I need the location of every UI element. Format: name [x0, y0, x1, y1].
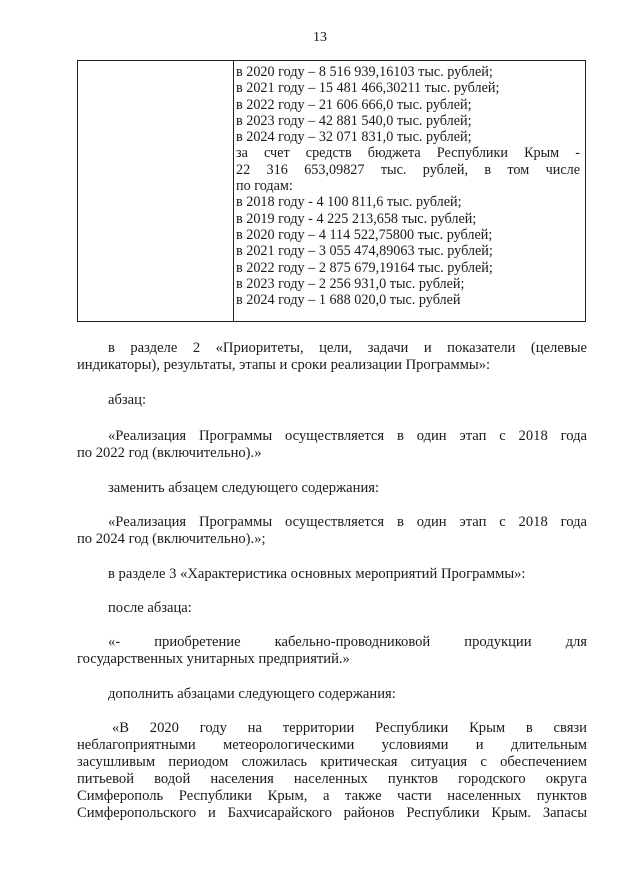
paragraph-line: по 2024 год (включительно).»;	[77, 531, 266, 547]
paragraph-section-3	[108, 566, 525, 583]
table-line: в 2021 году – 15 481 466,30211 тыс. рублей;	[236, 80, 500, 97]
paragraph-line: в разделе 2 «Приоритеты, цели, задачи и показатели (целевые	[108, 340, 587, 356]
table-column-divider	[233, 61, 234, 321]
paragraph-after	[108, 600, 192, 617]
paragraph-line: «- приобретение кабельно-проводниковой продукции для	[108, 634, 587, 650]
quote-cable-products	[108, 634, 587, 651]
paragraph-line: «Реализация Программы осуществляется в один этап с 2018 года	[108, 428, 587, 444]
paragraph-line: неблагоприятными метеорологическими условиями и длительным	[77, 737, 587, 753]
quote-old-term-cont	[77, 445, 262, 462]
table-line: в 2023 году – 42 881 540,0 тыс. рублей;	[236, 112, 472, 129]
table-line: в 2018 году - 4 100 811,6 тыс. рублей;	[236, 194, 462, 211]
paragraph-line: после абзаца:	[108, 600, 192, 616]
table-line: в 2020 году – 4 114 522,75800 тыс. рублей;	[236, 226, 493, 243]
table-line: в 2024 году – 1 688 020,0 тыс. рублей	[236, 292, 461, 309]
table-line: в 2022 году – 21 606 666,0 тыс. рублей;	[236, 96, 472, 113]
paragraph-line: «В 2020 году на территории Республики Крым в связи	[112, 720, 587, 736]
table-line: в 2019 году - 4 225 213,658 тыс. рублей;	[236, 210, 477, 227]
paragraph-line: по 2022 год (включительно).»	[77, 445, 262, 461]
paragraph-line: индикаторы), результаты, этапы и сроки реализации Программы»:	[77, 357, 491, 373]
table-line: в 2022 году – 2 875 679,19164 тыс. рублей;	[236, 259, 493, 276]
quote-cable-products-cont	[77, 651, 350, 668]
table-line: в 2024 году – 32 071 831,0 тыс. рублей;	[236, 129, 472, 146]
paragraph-line: абзац:	[108, 392, 147, 408]
paragraph-line: Симферополь Республики Крым, а также части населенных пунктов	[77, 788, 587, 804]
table-line: в 2021 году – 3 055 474,89063 тыс. рублей;	[236, 243, 493, 260]
paragraph-abzac	[108, 392, 146, 409]
table-line: по годам:	[236, 178, 293, 195]
paragraph-line: государственных унитарных предприятий.»	[77, 651, 350, 667]
quote-new-term	[108, 514, 587, 531]
table-line: за счет средств бюджета Республики Крым -	[236, 145, 580, 162]
paragraph-line: питьевой водой населения населенных пунктов городского округа	[77, 771, 587, 787]
paragraph-section-2	[108, 340, 587, 357]
paragraph-section-2-cont	[77, 357, 587, 374]
paragraph-water-crisis-first	[112, 720, 587, 737]
table-line: в 2023 году – 2 256 931,0 тыс. рублей;	[236, 275, 465, 292]
paragraph-water-crisis	[77, 737, 587, 822]
paragraph-line: в разделе 3 «Характеристика основных мероприятий Программы»:	[108, 566, 526, 582]
paragraph-line: «Реализация Программы осуществляется в один этап с 2018 года	[108, 514, 587, 530]
quote-old-term	[108, 428, 587, 445]
paragraph-line: Симферопольского и Бахчисарайского районов Республики Крым. Запасы	[77, 805, 587, 821]
paragraph-line: заменить абзацем следующего содержания:	[108, 480, 380, 496]
paragraph-line: засушливым периодом сложилась критическая ситуация с обеспечением	[77, 754, 587, 770]
paragraph-replace	[108, 480, 379, 497]
quote-new-term-cont	[77, 531, 266, 548]
page-number: 13	[313, 30, 327, 45]
table-cell-funding	[236, 64, 580, 308]
table-line: в 2020 году – 8 516 939,16103 тыс. рублей;	[236, 64, 493, 80]
table-line: 22 316 653,09827 тыс. рублей, в том числе	[236, 161, 580, 178]
paragraph-supplement	[108, 686, 396, 703]
paragraph-line: дополнить абзацами следующего содержания:	[108, 686, 396, 702]
funding-table	[77, 60, 586, 322]
